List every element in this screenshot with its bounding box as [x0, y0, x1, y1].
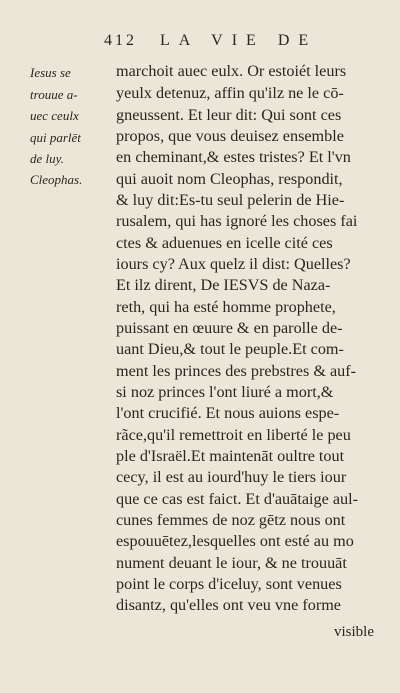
text-line: en cheminant,& estes tristes? Et l'vn [116, 148, 351, 166]
text-line: ment les princes des prebstres & auf- [116, 362, 357, 380]
text-line: reth, qui ha esté homme prophete, [116, 298, 336, 316]
margin-note: Cleophas. [30, 172, 83, 187]
text-line: & luy dit:Es-tu seul pelerin de Hie- [116, 191, 345, 209]
margin-note: Iesus se [30, 65, 71, 80]
catchword: visible [334, 624, 374, 640]
margin-note: qui parlēt [30, 130, 81, 145]
text-line: Et ilz dirent, De IESVS de Naza- [116, 276, 331, 294]
text-line: rãce,qu'il remettroit en liberté le peu [116, 426, 351, 444]
text-line: yeulx detenuz, affin qu'ilz ne le cō- [116, 84, 344, 102]
text-line: qui auoit nom Cleophas, respondit, [116, 170, 343, 188]
text-line: uant Dieu,& tout le peuple.Et com- [116, 340, 344, 358]
text-line: l'ont crucifié. Et nous auions espe- [116, 404, 340, 422]
text-line: si noz princes l'ont liuré a mort,& [116, 383, 334, 401]
text-line: cunes femmes de noz gētz nous ont [116, 511, 346, 529]
text-line: gneussent. Et leur dit: Qui sont ces [116, 106, 342, 124]
text-line: espouuētez,lesquelles ont esté au mo [116, 532, 354, 550]
text-line: marchoit auec eulx. Or estoiét leurs [116, 62, 347, 80]
text-line: ctes & aduenues en icelle cité ces [116, 234, 333, 252]
text-line: cecy, il est au iourd'huy le tiers iour [116, 468, 347, 486]
text-line: propos, que vous deuisez ensemble [116, 127, 344, 145]
text-line: rusalem, qui has ignoré les choses fai [116, 212, 358, 230]
text-line: que ce cas est faict. Et d'auātaige aul- [116, 490, 359, 508]
text-line: disantz, qu'elles ont veu vne forme [116, 596, 341, 614]
text-line: iours cy? Aux quelz il dist: Quelles? [116, 255, 351, 273]
text-line: nument deuant le iour, & ne trouuāt [116, 554, 347, 572]
text-line: point le corps d'iceluy, sont venues [116, 575, 342, 593]
page-number: 412 [104, 32, 137, 49]
margin-note: uec ceulx [30, 108, 79, 123]
margin-note: de luy. [30, 151, 64, 166]
running-title: LA VIE DE [160, 32, 318, 49]
text-line: ple d'Israël.Et maintenāt oultre tout [116, 447, 345, 465]
page-header [104, 32, 394, 50]
margin-note: trouue a- [30, 87, 78, 102]
text-line: puissant en œuure & en parolle de- [116, 319, 343, 337]
